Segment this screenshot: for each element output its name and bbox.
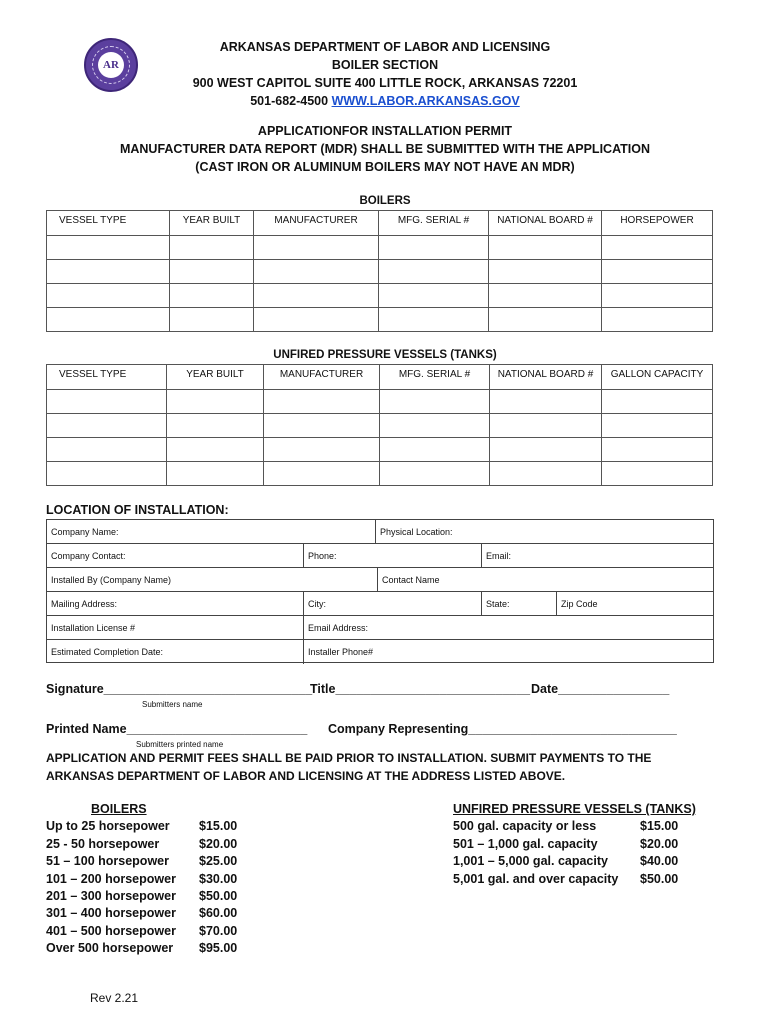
- submitters-printed-name-caption: Submitters printed name: [136, 740, 224, 749]
- tank-entry-row: [47, 462, 713, 486]
- tank-entry-row: [47, 414, 713, 438]
- input-cell[interactable]: [602, 414, 713, 438]
- fee-row: [46, 923, 246, 940]
- fee-row: [46, 871, 246, 888]
- input-cell[interactable]: [602, 308, 713, 332]
- installation-license-field[interactable]: Installation License #: [51, 623, 136, 633]
- boiler-entry-row: [47, 260, 713, 284]
- tank-entry-row: [47, 438, 713, 462]
- fee-label: 25 - 50 horsepower: [46, 836, 160, 851]
- fee-row: [453, 818, 693, 835]
- input-cell[interactable]: [167, 390, 264, 414]
- boiler-fee-schedule: [46, 801, 246, 958]
- col-national-board: NATIONAL BOARD #: [489, 211, 602, 236]
- fee-row: [46, 836, 246, 853]
- fee-amount: $70.00: [199, 923, 238, 938]
- fee-amount: $95.00: [199, 941, 238, 956]
- revision-label: Rev 2.21: [90, 991, 139, 1005]
- location-section-title: LOCATION OF INSTALLATION:: [46, 503, 229, 517]
- input-cell[interactable]: [490, 414, 602, 438]
- input-cell[interactable]: [167, 438, 264, 462]
- input-cell[interactable]: [47, 284, 170, 308]
- tanks-header-row: [47, 365, 713, 390]
- installer-phone-field[interactable]: Installer Phone#: [303, 640, 713, 664]
- fee-label: 201 – 300 horsepower: [46, 888, 176, 903]
- fee-row: [46, 940, 246, 957]
- input-cell[interactable]: [380, 462, 490, 486]
- fee-amount: $15.00: [199, 819, 238, 834]
- boiler-entry-row: [47, 284, 713, 308]
- input-cell[interactable]: [47, 236, 170, 260]
- input-cell[interactable]: [47, 308, 170, 332]
- fee-label: 500 gal. capacity or less: [453, 819, 597, 834]
- input-cell[interactable]: [602, 284, 713, 308]
- location-row: [47, 544, 713, 568]
- email-field[interactable]: Email:: [481, 544, 713, 568]
- input-cell[interactable]: [47, 390, 167, 414]
- fee-label: Over 500 horsepower: [46, 941, 174, 956]
- col-vessel-type: VESSEL TYPE: [47, 211, 170, 236]
- input-cell[interactable]: [254, 236, 379, 260]
- input-cell[interactable]: [47, 260, 170, 284]
- installed-by-field[interactable]: Installed By (Company Name): [51, 575, 172, 585]
- location-row: [47, 616, 713, 640]
- input-cell[interactable]: [47, 438, 167, 462]
- form-title: APPLICATIONFOR INSTALLATION PERMIT: [257, 124, 513, 138]
- location-row: [47, 520, 713, 544]
- tank-entry-row: [47, 390, 713, 414]
- input-cell[interactable]: [264, 438, 380, 462]
- input-cell[interactable]: [170, 284, 254, 308]
- input-cell[interactable]: [170, 308, 254, 332]
- location-form: [46, 519, 714, 663]
- fee-label: 501 – 1,000 gal. capacity: [453, 836, 598, 851]
- col-gallon-capacity: GALLON CAPACITY: [602, 365, 713, 390]
- location-row: [47, 568, 713, 592]
- col-national-board: NATIONAL BOARD #: [490, 365, 602, 390]
- agency-name: ARKANSAS DEPARTMENT OF LABOR AND LICENSING: [219, 40, 551, 54]
- fee-amount: $40.00: [640, 854, 679, 869]
- printed-name-line[interactable]: Printed Name__________________________: [46, 722, 308, 736]
- fee-label: 301 – 400 horsepower: [46, 906, 176, 921]
- agency-contact: [100, 92, 670, 110]
- fee-label: 1,001 – 5,000 gal. capacity: [453, 854, 608, 869]
- input-cell[interactable]: [254, 284, 379, 308]
- location-row: [47, 640, 713, 664]
- input-cell[interactable]: [379, 236, 489, 260]
- mdr-exception: (CAST IRON OR ALUMINUM BOILERS MAY NOT HAVE AN MDR): [195, 160, 575, 174]
- input-cell[interactable]: [254, 308, 379, 332]
- input-cell[interactable]: [602, 260, 713, 284]
- input-cell[interactable]: [167, 462, 264, 486]
- fee-amount: $60.00: [199, 906, 238, 921]
- input-cell[interactable]: [264, 390, 380, 414]
- fee-amount: $50.00: [640, 871, 679, 886]
- fee-amount: $50.00: [199, 888, 238, 903]
- input-cell[interactable]: [489, 284, 602, 308]
- input-cell[interactable]: [602, 236, 713, 260]
- fee-amount: $20.00: [199, 836, 238, 851]
- fee-row: [46, 905, 246, 922]
- col-mfg-serial: MFG. SERIAL #: [380, 365, 490, 390]
- tank-fee-schedule: [453, 801, 696, 888]
- fee-label: 5,001 gal. and over capacity: [453, 871, 619, 886]
- agency-phone: 501-682-4500: [250, 94, 332, 108]
- input-cell[interactable]: [489, 236, 602, 260]
- payment-notice: [46, 749, 726, 785]
- col-manufacturer: MANUFACTURER: [254, 211, 379, 236]
- fee-amount: $15.00: [640, 819, 679, 834]
- input-cell[interactable]: [602, 438, 713, 462]
- payment-notice-line: APPLICATION AND PERMIT FEES SHALL BE PAID PRIOR TO INSTALLATION. SUBMIT PAYMENTS TO THE: [46, 751, 652, 765]
- form-header: [100, 38, 670, 176]
- input-cell[interactable]: [490, 438, 602, 462]
- fee-row: [453, 871, 693, 888]
- input-cell[interactable]: [170, 260, 254, 284]
- input-cell[interactable]: [490, 462, 602, 486]
- mdr-requirement: MANUFACTURER DATA REPORT (MDR) SHALL BE SUBMITTED WITH THE APPLICATION: [119, 142, 651, 156]
- input-cell[interactable]: [264, 414, 380, 438]
- col-horsepower: HORSEPOWER: [602, 211, 713, 236]
- completion-date-field[interactable]: Estimated Completion Date:: [51, 647, 164, 657]
- col-manufacturer: MANUFACTURER: [264, 365, 380, 390]
- tanks-table: [46, 364, 713, 486]
- fee-label: 101 – 200 horsepower: [46, 871, 176, 886]
- location-row: [47, 592, 713, 616]
- title-line[interactable]: Title____________________________: [310, 682, 531, 696]
- input-cell[interactable]: [167, 414, 264, 438]
- email-address-field[interactable]: Email Address:: [303, 616, 713, 640]
- input-cell[interactable]: [602, 462, 713, 486]
- submitters-name-caption: Submitters name: [142, 700, 203, 709]
- fee-label: Up to 25 horsepower: [46, 819, 170, 834]
- input-cell[interactable]: [489, 308, 602, 332]
- input-cell[interactable]: [380, 414, 490, 438]
- input-cell[interactable]: [264, 462, 380, 486]
- input-cell[interactable]: [379, 284, 489, 308]
- col-year-built: YEAR BUILT: [167, 365, 264, 390]
- input-cell[interactable]: [47, 414, 167, 438]
- contact-name-field[interactable]: Contact Name: [377, 568, 713, 592]
- boiler-entry-row: [47, 308, 713, 332]
- city-field[interactable]: City:: [303, 592, 481, 616]
- phone-field[interactable]: Phone:: [303, 544, 481, 568]
- signature-line[interactable]: Signature______________________________: [46, 682, 313, 696]
- fee-label: 51 – 100 horsepower: [46, 854, 169, 869]
- boilers-table: [46, 210, 713, 332]
- input-cell[interactable]: [380, 438, 490, 462]
- date-line[interactable]: Date________________: [531, 682, 670, 696]
- tanks-table-title: UNFIRED PRESSURE VESSELS (TANKS): [273, 349, 497, 361]
- fee-row: [46, 853, 246, 870]
- agency-website-link[interactable]: WWW.LABOR.ARKANSAS.GOV: [331, 94, 520, 108]
- physical-location-field[interactable]: Physical Location:: [375, 520, 713, 544]
- fee-label: 401 – 500 horsepower: [46, 923, 176, 938]
- seal-center-text: AR: [98, 52, 124, 78]
- boiler-fee-title: BOILERS: [91, 802, 147, 816]
- fee-row: [46, 888, 246, 905]
- tank-fee-title: UNFIRED PRESSURE VESSELS (TANKS): [453, 802, 696, 816]
- zip-code-field[interactable]: Zip Code: [556, 592, 713, 616]
- fee-row: [453, 836, 693, 853]
- boilers-header-row: [47, 211, 713, 236]
- input-cell[interactable]: [170, 236, 254, 260]
- agency-address: 900 WEST CAPITOL SUITE 400 LITTLE ROCK, ARKANSAS 72201: [192, 76, 578, 90]
- input-cell[interactable]: [380, 390, 490, 414]
- company-name-field[interactable]: Company Name:: [51, 527, 119, 537]
- fee-amount: $25.00: [199, 854, 238, 869]
- fee-row: [46, 818, 246, 835]
- input-cell[interactable]: [379, 260, 489, 284]
- col-year-built: YEAR BUILT: [170, 211, 254, 236]
- input-cell[interactable]: [602, 390, 713, 414]
- fee-amount: $30.00: [199, 871, 238, 886]
- col-vessel-type: VESSEL TYPE: [47, 365, 167, 390]
- boilers-table-title: BOILERS: [359, 195, 411, 207]
- company-contact-field[interactable]: Company Contact:: [51, 551, 126, 561]
- col-mfg-serial: MFG. SERIAL #: [379, 211, 489, 236]
- section-name: BOILER SECTION: [331, 58, 439, 72]
- input-cell[interactable]: [47, 462, 167, 486]
- fee-amount: $20.00: [640, 836, 679, 851]
- state-field[interactable]: State:: [481, 592, 556, 616]
- input-cell[interactable]: [489, 260, 602, 284]
- company-representing-line[interactable]: Company Representing______________________________: [328, 722, 677, 736]
- mailing-address-field[interactable]: Mailing Address:: [51, 599, 118, 609]
- boiler-entry-row: [47, 236, 713, 260]
- input-cell[interactable]: [490, 390, 602, 414]
- payment-notice-line: ARKANSAS DEPARTMENT OF LABOR AND LICENSING AT THE ADDRESS LISTED ABOVE.: [46, 769, 566, 783]
- fee-row: [453, 853, 693, 870]
- input-cell[interactable]: [379, 308, 489, 332]
- input-cell[interactable]: [254, 260, 379, 284]
